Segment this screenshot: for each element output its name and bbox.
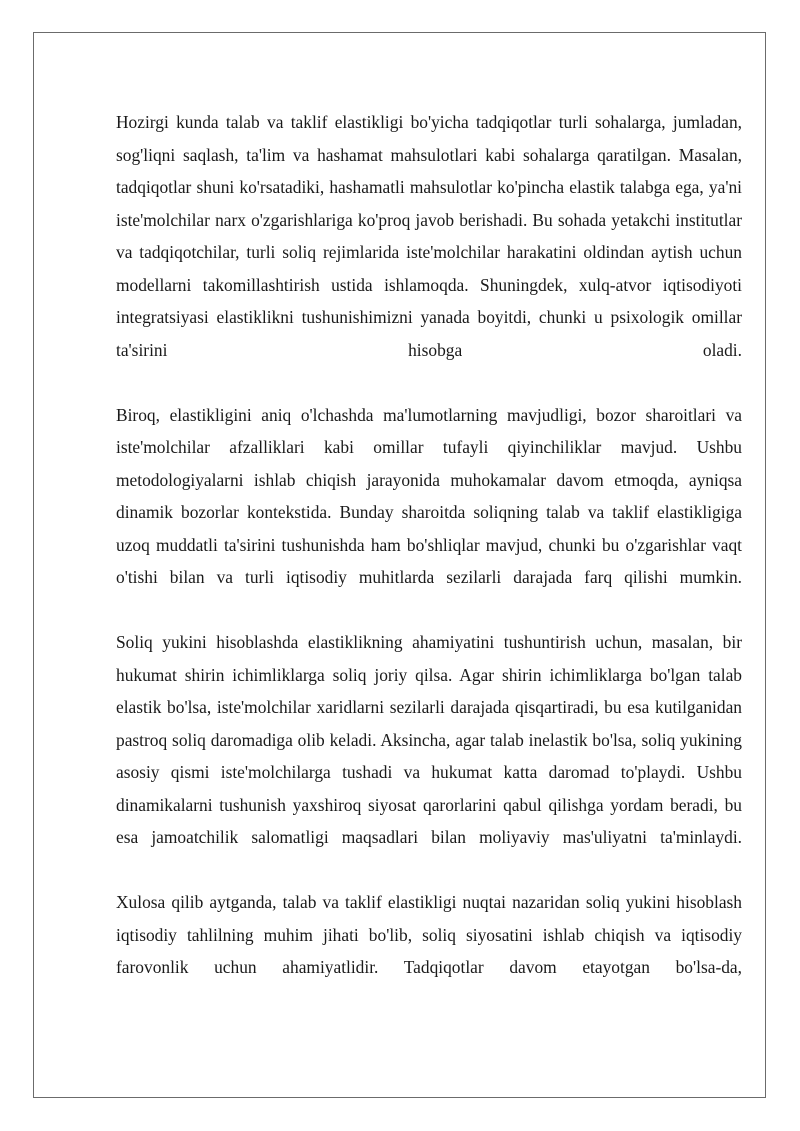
document-body [116, 106, 742, 984]
paragraph-4: Xulosa qilib aytganda, talab va taklif elastikligi nuqtai nazaridan soliq yukini hisoblash iqtisodiy tahlilning muhim jihati bo'lib, soliq siyosatini ishlab chiqish va iqtisodiy farovonlik uchun ahamiyatlidir. Tadqiqotlar davom etayotgan bo'lsa-da, [116, 892, 742, 977]
paragraph-1: Hozirgi kunda talab va taklif elastikligi bo'yicha tadqiqotlar turli sohalarga, jumladan, sog'liqni saqlash, ta'lim va hashamat mahsulotlari kabi sohalarga qaratilgan. Masalan, tadqiqotlar shuni ko'rsatadiki, hashamatli mahsulotlar ko'pincha elastik talabga ega, ya'ni iste'molchilar narx o'zgarishlariga ko'proq javob berishadi. Bu sohada yetakchi institutlar va tadqiqotchilar, turli soliq rejimlarida iste'molchilar harakatini oldindan aytish uchun modellarni takomillashtirish ustida ishlamoqda. Shuningdek, xulq-atvor iqtisodiyoti integratsiyasi elastiklikni tushunishimizni yanada boyitdi, chunki u psixologik omillar ta'sirini hisobga oladi. [116, 112, 742, 360]
paragraph-3: Soliq yukini hisoblashda elastiklikning ahamiyatini tushuntirish uchun, masalan, bir hukumat shirin ichimliklarga soliq joriy qilsa. Agar shirin ichimliklarga bo'lgan talab elastik bo'lsa, iste'molchilar xaridlarni sezilarli darajada qisqartiradi, bu esa kutilganidan pastroq soliq daromadiga olib keladi. Aksincha, agar talab inelastik bo'lsa, soliq yukining asosiy qismi iste'molchilarga tushadi va hukumat katta daromad to'playdi. Ushbu dinamikalarni tushunish yaxshiroq siyosat qarorlarini qabul qilishga yordam beradi, bu esa jamoatchilik salomatligi maqsadlari bilan moliyaviy mas'uliyatni ta'minlaydi. [116, 632, 742, 847]
paragraph-2: Biroq, elastikligini aniq o'lchashda ma'lumotlarning mavjudligi, bozor sharoitlari va iste'molchilar afzalliklari kabi omillar tufayli qiyinchiliklar mavjud. Ushbu metodologiyalarni ishlab chiqish jarayonida muhokamalar davom etmoqda, ayniqsa dinamik bozorlar kontekstida. Bunday sharoitda soliqning talab va taklif elastikligiga uzoq muddatli ta'sirini tushunishda ham bo'shliqlar mavjud, chunki bu o'zgarishlar vaqt o'tishi bilan va turli iqtisodiy muhitlarda sezilarli darajada farq qilishi mumkin. [116, 404, 742, 587]
